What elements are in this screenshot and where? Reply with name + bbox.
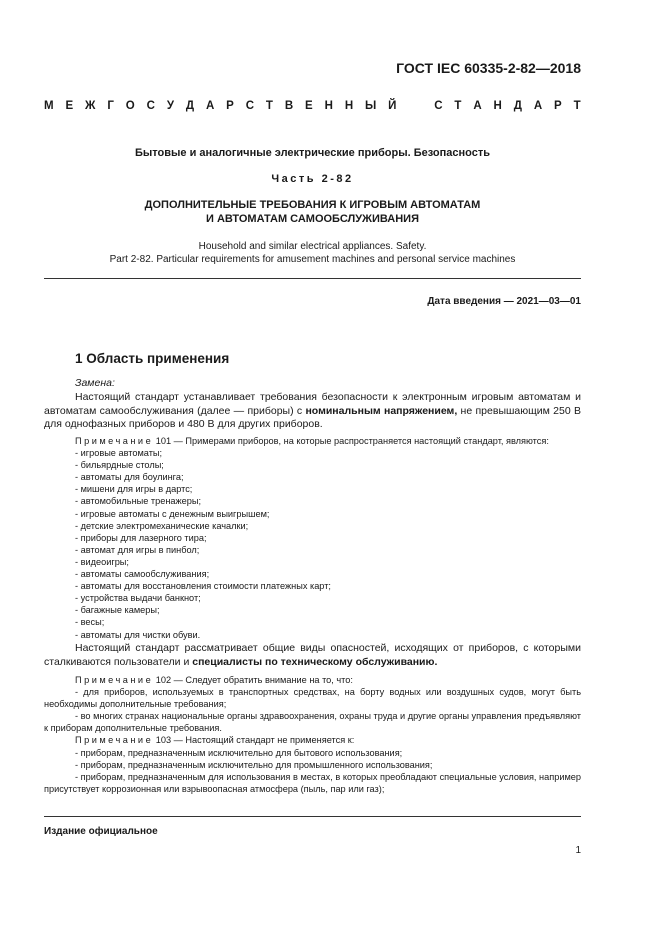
banner-letter: Д xyxy=(513,100,522,112)
banner-letter: Н xyxy=(493,100,502,112)
note-101-item: - мишени для игры в дартс; xyxy=(75,484,193,495)
note-101-text: 101 — Примерами приборов, на которые распространяется настоящий стандарт, являются: xyxy=(153,436,549,446)
note-102-label: Примечание xyxy=(75,675,154,685)
note-101-item: - детские электромеханические качалки; xyxy=(75,520,249,531)
note-101-item: - игровые автоматы; xyxy=(75,448,163,459)
banner-letter: Д xyxy=(185,100,195,112)
banner-letter: С xyxy=(434,100,443,112)
note-101-item: - устройства выдачи банкнот; xyxy=(75,593,201,604)
part-number: Часть 2-82 xyxy=(271,173,354,185)
note-102-item: - во многих странах национальные органы здравоохранения, охраны труда и другие органы управления предъявляют к приборам дополнительные требования. xyxy=(44,711,581,734)
effective-date: Дата введения — 2021—03—01 xyxy=(427,296,581,307)
main-title-line-1: ДОПОЛНИТЕЛЬНЫЕ ТРЕБОВАНИЯ К ИГРОВЫМ АВТОМАТАМ xyxy=(144,199,481,211)
note-101-item: - автоматы для чистки обуви. xyxy=(75,629,201,640)
scope-text-b: не превышающим 250 В для однофазных приборов и 480 В для других приборов. xyxy=(44,404,581,431)
hazards-text-a: Настоящий стандарт рассматривает общие виды опасностей, исходящих от приборов, с которыми сталкиваются пользователи и xyxy=(44,642,581,668)
english-title-line-1: Household and similar electrical appliances. Safety. xyxy=(198,241,427,252)
banner-letter: У xyxy=(166,100,174,112)
note-101-item: - автоматы для восстановления стоимости платежных карт; xyxy=(75,581,331,592)
note-103-label: Примечание xyxy=(75,735,154,746)
note-101-list xyxy=(44,447,581,641)
note-101-item: - автомат для игры в пинбол; xyxy=(75,544,200,555)
note-103-item: - приборам, предназначенным для использования в местах, в которых преобладают специальные условия, например присутствует коррозионная или взрывоопасная атмосфера (пыль, пар или газ); xyxy=(44,771,581,794)
banner-letter: Ы xyxy=(365,100,377,112)
scope-text-bold: номинальным напряжением, xyxy=(305,404,458,417)
standard-designation: ГОСТ IEC 60335-2-82—2018 xyxy=(396,60,581,76)
title-line: Бытовые и аналогичные электрические приборы. Безопасность xyxy=(134,147,490,159)
note-101-item: - автоматы для боулинга; xyxy=(75,472,184,483)
banner-letter: Е xyxy=(305,100,313,112)
banner-letter: Н xyxy=(344,100,354,112)
banner-letter: Й xyxy=(388,100,397,112)
note-101-item: - весы; xyxy=(75,617,105,628)
banner-letter: В xyxy=(284,100,294,112)
page-number: 1 xyxy=(575,845,581,856)
note-103-item: - приборам, предназначенным исключительно для бытового использования; xyxy=(75,747,403,758)
banner-letter: Т xyxy=(265,100,273,112)
banner-letter: М xyxy=(44,100,54,112)
banner-letter: Р xyxy=(226,100,234,112)
replacement-label: Замена: xyxy=(75,377,115,389)
note-103-text: 103 — Настоящий стандарт не применяется к: xyxy=(153,735,355,746)
edition-label: Издание официальное xyxy=(44,826,158,837)
note-102-item: - для приборов, используемых в транспортных средствах, на борту водных или воздушных судов, могут быть необходимы дополнительные требования; xyxy=(44,687,581,710)
banner-letter: С xyxy=(146,100,155,112)
main-title xyxy=(44,198,581,226)
standard-type-banner xyxy=(44,100,581,112)
banner-letter: А xyxy=(533,100,543,112)
note-101-item: - игровые автоматы с денежным выигрышем; xyxy=(75,508,270,519)
banner-letter: Т xyxy=(454,100,462,112)
footer-divider xyxy=(44,816,581,817)
note-101-item: - видеоигры; xyxy=(75,556,129,567)
note-103-item: - приборам, предназначенным исключительно для промышленного использования; xyxy=(75,759,433,770)
note-101-item: - автомобильные тренажеры; xyxy=(75,496,202,507)
banner-letter: Т xyxy=(573,100,581,112)
banner-letter: С xyxy=(245,100,255,112)
banner-letter: Н xyxy=(324,100,333,112)
note-101-item: - приборы для лазерного тира; xyxy=(75,532,207,543)
note-102 xyxy=(44,674,581,795)
english-title-line-2: Part 2-82. Particular requirements for amusement machines and personal service machines xyxy=(109,254,516,265)
note-101-item: - автоматы самообслуживания; xyxy=(75,569,210,580)
banner-letter: Р xyxy=(554,100,562,112)
title-divider xyxy=(44,278,581,279)
note-102-list xyxy=(44,686,581,734)
banner-letter: А xyxy=(205,100,215,112)
scope-paragraph xyxy=(44,391,581,432)
hazards-paragraph xyxy=(44,642,581,669)
note-101 xyxy=(44,435,581,641)
section-heading: 1 Область применения xyxy=(75,351,230,366)
note-101-item: - бильярдные столы; xyxy=(75,460,164,471)
banner-letter: Е xyxy=(65,100,74,112)
main-title-line-2: И АВТОМАТАМ САМООБСЛУЖИВАНИЯ xyxy=(205,213,419,225)
scope-text-a: Настоящий стандарт устанавливает требования безопасности к электронным игровым автоматам и автоматам самообслуживания (далее — приборы) с xyxy=(44,391,581,417)
note-103-list xyxy=(44,747,581,795)
note-101-label: Примечание xyxy=(75,436,154,446)
banner-letter: Ж xyxy=(85,100,96,112)
english-title xyxy=(44,240,581,266)
banner-letter: А xyxy=(473,100,482,112)
hazards-text-bold: специалисты по техническому обслуживанию. xyxy=(192,655,438,668)
note-102-text: 102 — Следует обратить внимание на то, что: xyxy=(153,675,353,685)
banner-letter: О xyxy=(125,100,135,112)
note-101-item: - багажные камеры; xyxy=(75,605,160,616)
banner-letter: Г xyxy=(107,100,114,112)
